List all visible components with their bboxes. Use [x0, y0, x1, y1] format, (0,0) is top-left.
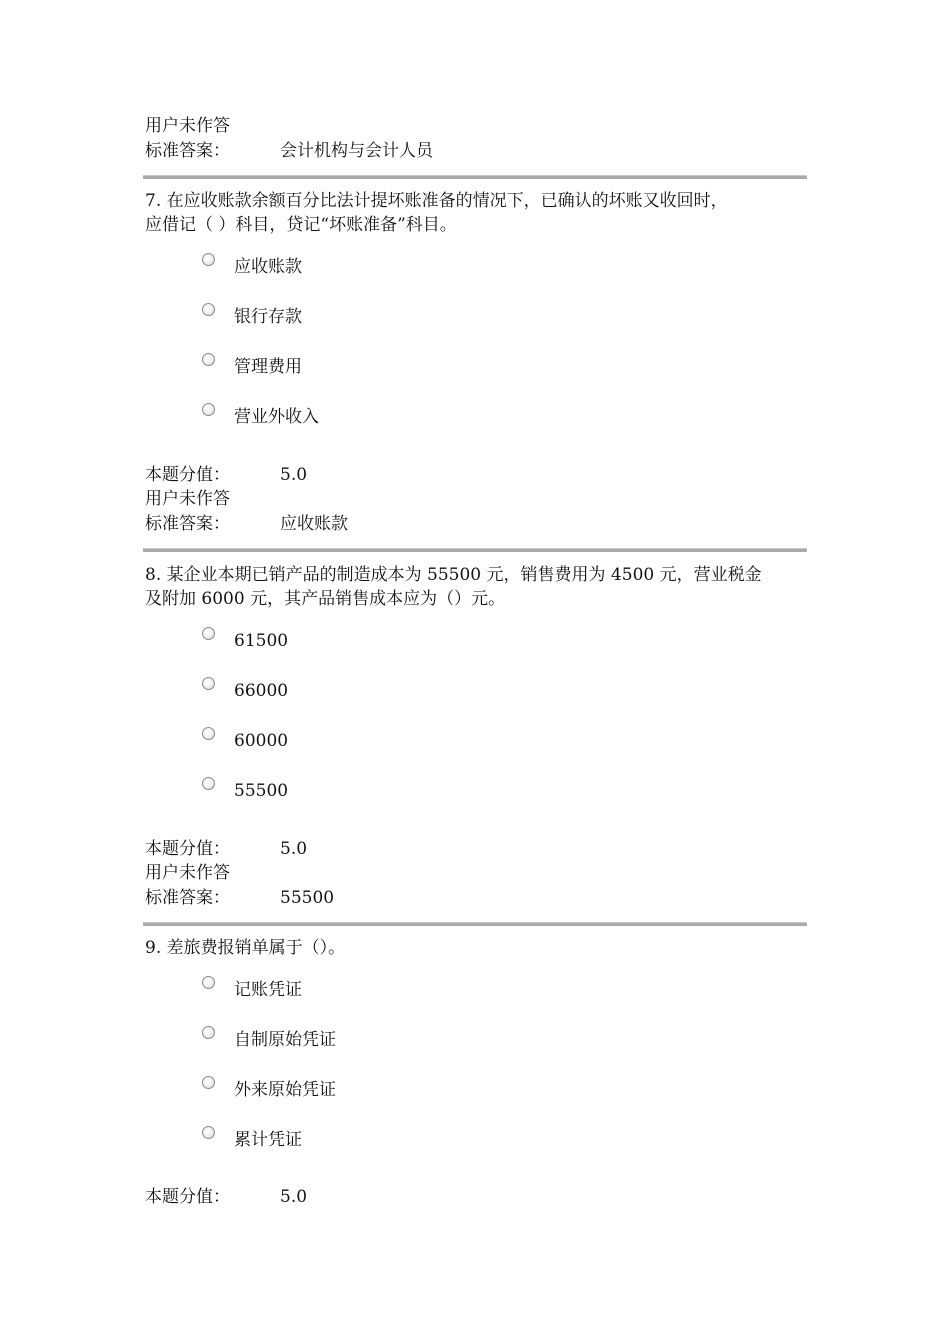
- option-q7-d[interactable]: [202, 403, 602, 431]
- option-label: 营业外收入: [234, 407, 319, 427]
- option-label: 外来原始凭证: [234, 1080, 336, 1100]
- radio-button-icon[interactable]: [202, 1126, 215, 1139]
- answer-label: 标准答案：: [145, 888, 230, 908]
- option-q9-d[interactable]: [202, 1126, 602, 1154]
- question-number: 8.: [145, 565, 162, 585]
- radio-button-icon[interactable]: [202, 627, 215, 640]
- option-label: 60000: [234, 731, 289, 751]
- option-q9-b[interactable]: [202, 1026, 602, 1054]
- option-label: 自制原始凭证: [234, 1030, 336, 1050]
- option-q8-d[interactable]: [202, 777, 602, 805]
- option-label: 61500: [234, 631, 289, 651]
- option-q7-b[interactable]: [202, 303, 602, 331]
- radio-button-icon[interactable]: [202, 303, 215, 316]
- radio-button-icon[interactable]: [202, 1076, 215, 1089]
- radio-button-icon[interactable]: [202, 677, 215, 690]
- radio-button-icon[interactable]: [202, 253, 215, 266]
- answer-value: 应收账款: [280, 514, 348, 534]
- question-divider: [143, 175, 807, 179]
- radio-button-icon[interactable]: [202, 727, 215, 740]
- option-label: 66000: [234, 681, 289, 701]
- answer-label: 标准答案：: [145, 514, 230, 534]
- option-label: 银行存款: [234, 307, 302, 327]
- question-text-line2: 应借记（ ）科目，贷记“坏账准备”科目。: [145, 215, 457, 235]
- question-text-line1: 某企业本期已销产品的制造成本为 55500 元，销售费用为 4500 元，营业税金: [166, 565, 762, 585]
- option-label: 应收账款: [234, 257, 302, 277]
- question-7-text: [145, 189, 809, 237]
- question-number: 7.: [145, 191, 162, 211]
- question-divider: [143, 922, 807, 926]
- question-text-line1: 差旅费报销单属于（）。: [166, 938, 346, 958]
- option-q9-c[interactable]: [202, 1076, 602, 1104]
- question-text-line2: 及附加 6000 元，其产品销售成本应为（）元。: [145, 589, 506, 609]
- option-label: 55500: [234, 781, 289, 801]
- question-9-text: [145, 936, 809, 960]
- option-q7-c[interactable]: [202, 353, 602, 381]
- answer-label: 标准答案：: [145, 141, 230, 161]
- radio-button-icon[interactable]: [202, 353, 215, 366]
- option-label: 记账凭证: [234, 980, 302, 1000]
- radio-button-icon[interactable]: [202, 1026, 215, 1039]
- option-q8-c[interactable]: [202, 727, 602, 755]
- score-label: 本题分值：: [145, 839, 230, 859]
- question-divider: [143, 548, 807, 552]
- radio-button-icon[interactable]: [202, 976, 215, 989]
- option-label: 累计凭证: [234, 1130, 302, 1150]
- answer-value: 55500: [280, 888, 335, 908]
- score-label: 本题分值：: [145, 1187, 230, 1207]
- question-number: 9.: [145, 938, 162, 958]
- option-q7-a[interactable]: [202, 253, 602, 281]
- radio-button-icon[interactable]: [202, 403, 215, 416]
- option-q8-b[interactable]: [202, 677, 602, 705]
- question-text-line1: 在应收账款余额百分比法计提坏账准备的情况下，已确认的坏账又收回时，: [166, 191, 728, 211]
- radio-button-icon[interactable]: [202, 777, 215, 790]
- user-status-text: 用户未作答: [145, 116, 230, 136]
- score-value: 5.0: [280, 839, 308, 859]
- score-value: 5.0: [280, 465, 308, 485]
- score-label: 本题分值：: [145, 465, 230, 485]
- user-status-text: 用户未作答: [145, 863, 230, 883]
- option-q9-a[interactable]: [202, 976, 602, 1004]
- score-value: 5.0: [280, 1187, 308, 1207]
- question-8-text: [145, 563, 809, 611]
- option-q8-a[interactable]: [202, 627, 602, 655]
- user-status-text: 用户未作答: [145, 489, 230, 509]
- option-label: 管理费用: [234, 357, 302, 377]
- answer-value: 会计机构与会计人员: [280, 141, 433, 161]
